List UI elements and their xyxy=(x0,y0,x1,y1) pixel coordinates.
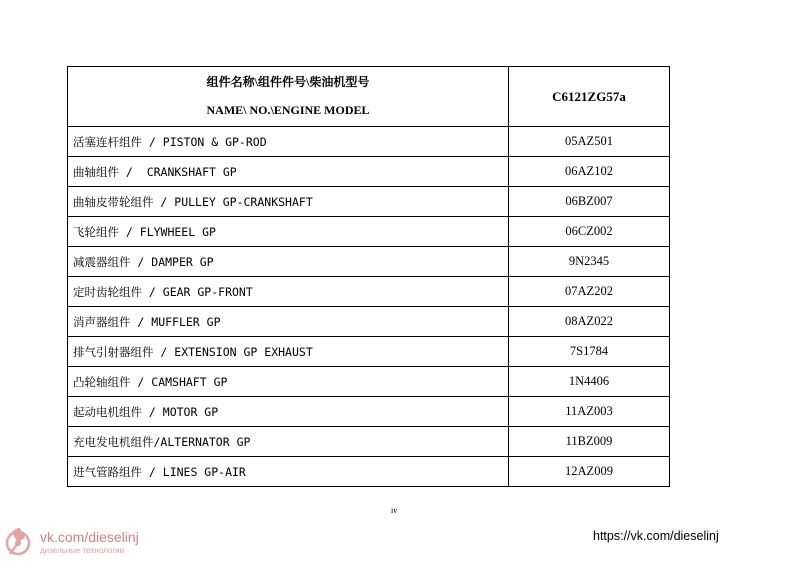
table-header-row xyxy=(68,67,670,127)
part-code-cell: 1N4406 xyxy=(509,367,670,397)
part-name-cell: 进气管路组件 / LINES GP-AIR xyxy=(68,457,509,487)
part-code-cell: 11BZ009 xyxy=(509,427,670,457)
part-name-cell: 活塞连杆组件 / PISTON & GP-ROD xyxy=(68,127,509,157)
table-row xyxy=(68,247,670,277)
table-row xyxy=(68,337,670,367)
table-row xyxy=(68,397,670,427)
part-code-cell: 12AZ009 xyxy=(509,457,670,487)
part-code-cell: 06CZ002 xyxy=(509,217,670,247)
part-name-cell: 充电发电机组件/ALTERNATOR GP xyxy=(68,427,509,457)
table-row xyxy=(68,187,670,217)
part-name-cell: 曲轴皮带轮组件 / PULLEY GP-CRANKSHAFT xyxy=(68,187,509,217)
table-row xyxy=(68,127,670,157)
watermark-left xyxy=(4,523,144,559)
page-number: iv xyxy=(391,506,398,515)
piston-logo-icon xyxy=(4,523,38,557)
table-row xyxy=(68,367,670,397)
part-code-cell: 07AZ202 xyxy=(509,277,670,307)
part-code-cell: 11AZ003 xyxy=(509,397,670,427)
table-row xyxy=(68,157,670,187)
part-code-cell: 06BZ007 xyxy=(509,187,670,217)
table-row xyxy=(68,307,670,337)
header-name-cell xyxy=(68,67,509,127)
header-chinese-title: 组件名称\组件件号\柴油机型号 xyxy=(206,75,370,89)
part-name-cell: 排气引射器组件 / EXTENSION GP EXHAUST xyxy=(68,337,509,367)
parts-table-container xyxy=(67,66,669,487)
part-code-cell: 7S1784 xyxy=(509,337,670,367)
part-name-cell: 起动电机组件 / MOTOR GP xyxy=(68,397,509,427)
table-row xyxy=(68,277,670,307)
header-model-cell: C6121ZG57a xyxy=(509,67,670,127)
part-code-cell: 08AZ022 xyxy=(509,307,670,337)
part-name-cell: 减震器组件 / DAMPER GP xyxy=(68,247,509,277)
watermark-url: vk.com/dieselinj xyxy=(40,529,139,545)
parts-table xyxy=(67,66,670,487)
part-code-cell: 05AZ501 xyxy=(509,127,670,157)
part-name-cell: 曲轴组件 / CRANKSHAFT GP xyxy=(68,157,509,187)
watermark-right-url: https://vk.com/dieselinj xyxy=(593,529,719,543)
table-row xyxy=(68,217,670,247)
part-code-cell: 06AZ102 xyxy=(509,157,670,187)
part-name-cell: 凸轮轴组件 / CAMSHAFT GP xyxy=(68,367,509,397)
part-name-cell: 飞轮组件 / FLYWHEEL GP xyxy=(68,217,509,247)
header-english-title: NAME\ NO.\ENGINE MODEL xyxy=(206,103,370,117)
part-name-cell: 消声器组件 / MUFFLER GP xyxy=(68,307,509,337)
watermark-subtitle: дизельные технологии xyxy=(40,546,125,555)
part-code-cell: 9N2345 xyxy=(509,247,670,277)
table-row xyxy=(68,457,670,487)
table-row xyxy=(68,427,670,457)
part-name-cell: 定时齿轮组件 / GEAR GP-FRONT xyxy=(68,277,509,307)
